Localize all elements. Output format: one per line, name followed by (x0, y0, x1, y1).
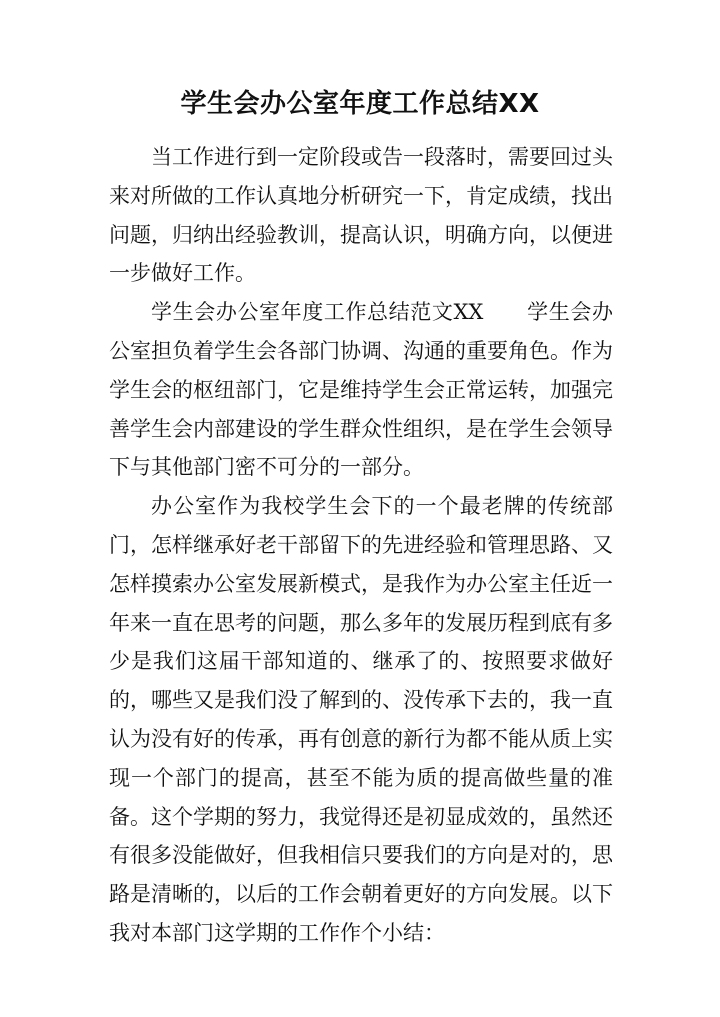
paragraph-role: 学生会办公室年度工作总结范文XX 学生会办公室担负着学生会各部门协调、沟通的重要角色。作为学生会的枢纽部门，它是维持学生会正常运转，加强完善学生会内部建设的学生群众性组织，是在学生会领导下与其他部门密不可分的一部分。 (109, 300, 613, 480)
paragraph-intro: 当工作进行到一定阶段或告一段落时，需要回过头来对所做的工作认真地分析研究一下，肯定成绩，找出问题，归纳出经验教训，提高认识，明确方向，以便进一步做好工作。 (109, 145, 613, 286)
paragraph-reflection: 办公室作为我校学生会下的一个最老牌的传统部门，怎样继承好老干部留下的先进经验和管理思路、又怎样摸索办公室发展新模式，是我作为办公室主任近一年来一直在思考的问题，那么多年的发展历程到底有多少是我们这届干部知道的、继承了的、按照要求做好的，哪些又是我们没了解到的、没传承下去的，我一直认为没有好的传承，再有创意的新行为都不能从质上实现一个部门的提高，甚至不能为质的提高做些量的准备。这个学期的努力，我觉得还是初显成效的，虽然还有很多没能做好，但我相信只要我们的方向是对的，思路是清晰的，以后的工作会朝着更好的方向发展。以下我对本部门这学期的工作作个小结： (109, 494, 613, 945)
document-body (109, 138, 613, 953)
document-title: 学生会办公室年度工作总结XX (180, 89, 540, 119)
